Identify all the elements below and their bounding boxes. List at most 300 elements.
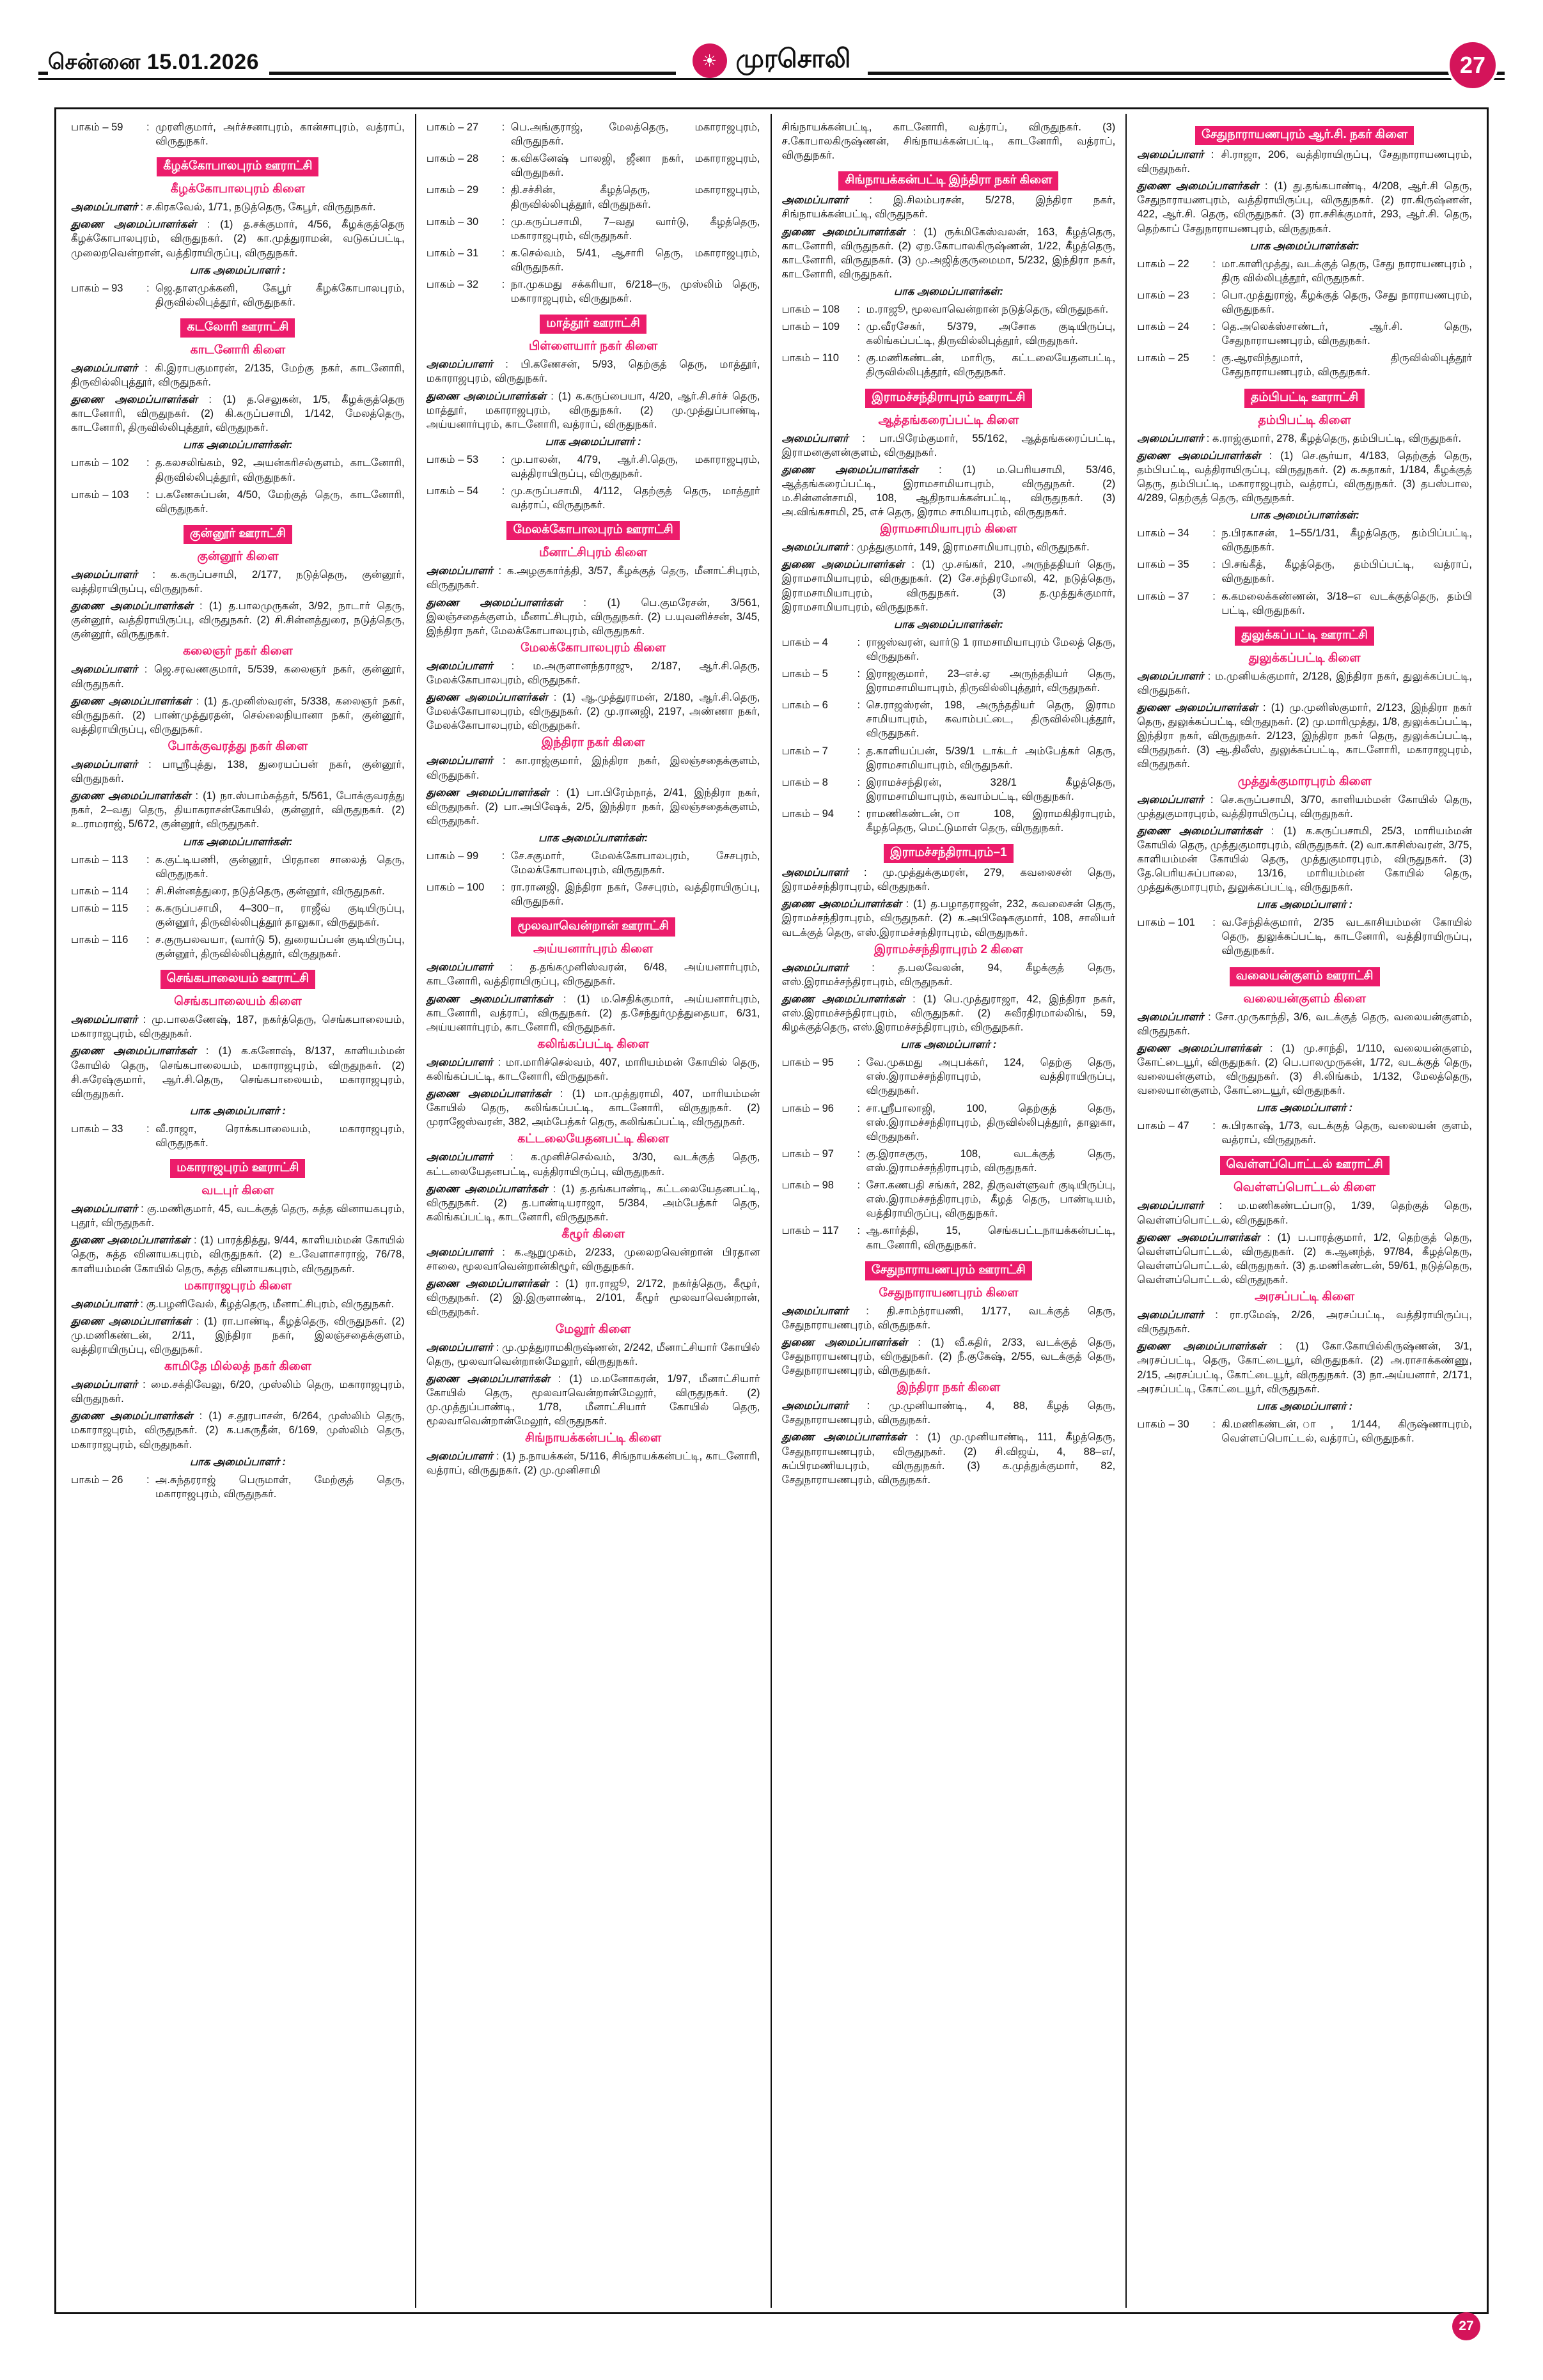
entry-text: : (1) க.கனோஷ், 8/137, காளியம்மன் கோயில் தெரு, செங்கபாலையம், மகாராஜபுரம், விருதுநகர். (2) சி.சுரேஷ்குமார், ஆர்.சி.தெரு, செங்கபாலையம், மகாராஜபுரம், விருதுநகர்.: [71, 1045, 405, 1100]
entry-paragraph: [427, 1449, 760, 1477]
entry-paragraph: [427, 786, 760, 828]
entry-paragraph: [427, 659, 760, 687]
part-colon: :: [857, 807, 861, 820]
part-row: [782, 320, 1116, 348]
part-row: [782, 775, 1116, 804]
part-number: பாகம் – 115: [71, 902, 129, 914]
part-row: [71, 120, 405, 148]
entry-text: : (1) ரா.ராஜூ, 2/172, நகர்த்தெரு, கீழூர், விருதுநகர். (2) இ.இருளாண்டி, 2/101, கீழூர் மூலவாவென்றான், விருதுநகர்.: [426, 1278, 760, 1318]
part-number: பாகம் – 54: [426, 485, 479, 497]
branch-heading: போக்குவரத்து நகர் கிளை: [168, 739, 308, 753]
entry-role-label: துணை அமைப்பாளர்கள்: [71, 1045, 196, 1057]
part-colon: :: [146, 902, 150, 914]
entry-paragraph: [1137, 432, 1472, 446]
entry-role-label: துணை அமைப்பாளர்கள்: [71, 1410, 193, 1422]
entry-text: : (1) து.தங்கபாண்டி, 4/208, ஆர்.சி தெரு, சேதுநாராயணபுரம், வத்திராயிருப்பு, விருதுநகர். (2) ரா.கிருஷ்ணன், 422, ஆர்.சி. தெரு, விருதுநகர். (3) ரா.சசிக்குமார், 293, ஆர்.சி. தெரு, தெற்காப் சேதுநாராயணபுரம், விருதுநகர்.: [1137, 180, 1472, 235]
entry-text: : கா.ராஜ்குமார், இந்திரா நகர், இலஞ்சதைக்குளம், விருதுநகர்.: [426, 755, 760, 781]
entry-text: : மு.பாலகணேஷ், 187, நகர்த்தெரு, செங்கபாலையம், மகாராஜபுரம், விருதுநகர்.: [71, 1014, 405, 1040]
part-row: [782, 807, 1116, 835]
entry-role-label: அமைப்பாளர்: [426, 660, 493, 672]
part-colon: :: [146, 121, 150, 133]
branch-heading: கலிங்கப்பட்டி கிளை: [537, 1037, 650, 1051]
entry-text: : (1) க.கருப்பையா, 4/20, ஆர்.சி.சர்ச் தெரு, மாத்தூர், மகாராஜபுரம், விருதுநகர். (2) மு.முத்துப்பாண்டி, அய்யனார்புரம், காடனோரி, வத்ராப், விருதுநகர்.: [426, 390, 760, 430]
ward-heading: மேலக்கோபாலபுரம் ஊராட்சி: [506, 521, 679, 540]
part-colon: :: [146, 853, 150, 866]
entry-role-label: அமைப்பாளர்: [426, 1451, 493, 1463]
entry-text: : (1) ச.தூரபாசன், 6/264, முஸ்லிம் தெரு, மகாராஜபுரம், விருதுநகர். (2) க.பகருதீன், 6/169, முஸ்லிம் தெரு, மகாராஜபுரம், விருதுநகர்.: [71, 1410, 405, 1451]
branch-heading: இராமசாமியாபுரம் கிளை: [880, 522, 1017, 536]
entry-role-label: துணை அமைப்பாளர்கள்: [426, 1373, 550, 1385]
branch-heading: இந்திரா நகர் கிளை: [897, 1381, 1001, 1395]
ward-heading-wrap: [427, 912, 760, 939]
entry-text: : முத்துகுமார், 149, இராமசாமியாபுரம், விருதுநகர்.: [851, 541, 1090, 554]
entry-paragraph: [71, 393, 405, 435]
entry-paragraph: [1137, 1041, 1472, 1098]
entry-text: : ச.கிரகவேல், 1/71, நடுத்தெரு, கேபூர், விருதுநகர்.: [140, 201, 376, 214]
ward-heading: மூலவாவென்றான் ஊராட்சி: [511, 917, 675, 937]
part-person: த.கலசலிங்கம், 92, அயன்கரிசல்குளம், காடனோரி, திருவில்லிபுத்தூர், விருதுநகர்.: [155, 457, 405, 483]
part-organiser-subheading: பாக அமைப்பாளர் :: [1257, 1102, 1353, 1114]
part-number: பாகம் – 53: [426, 453, 479, 465]
sun-emblem-icon: ☀: [693, 43, 727, 78]
entry-paragraph: [71, 200, 405, 214]
entry-text: : (1) ருக்மிகேஸ்வலன், 163, கீழத்தெரு, காடனோரி, விருதுநகர். (2) ஏற.கோபாலகிருஷ்ணன், 1/22, கீழத்தெரு, காடனோரி, விருதுநகர். (3) மு.அஜித்குருமைமா, 5/232, இந்திரா நகர், காடனோரி, விருதுநகர்.: [781, 226, 1116, 280]
entry-role-label: அமைப்பாளர்: [71, 758, 137, 770]
part-organiser-subheading: பாக அமைப்பாளர்கள்:: [183, 439, 293, 451]
entry-paragraph: [782, 1399, 1116, 1427]
part-person: க.குட்டியணி, குன்னூர், பிரதான சாலைத் தெரு, விருதுநகர்.: [155, 853, 405, 880]
entry-role-label: துணை அமைப்பாளர்கள்: [1137, 449, 1261, 462]
entry-paragraph: [782, 1335, 1116, 1378]
part-number: பாகம் – 28: [426, 153, 479, 165]
entry-role-label: துணை அமைப்பாளர்கள்: [71, 394, 198, 406]
ward-heading: சேதுநாராயணபுரம் ஊராட்சி: [865, 1261, 1032, 1280]
entry-role-label: துணை அமைப்பாளர்கள்: [1137, 825, 1262, 837]
entry-text: : கி.இராபகுமாரன், 2/135, மேற்கு நகர், காடனோரி, திருவில்லிபுத்தூர், விருதுநகர்.: [71, 362, 405, 388]
part-colon: :: [857, 667, 861, 680]
entry-text: : (1) ரா.பாண்டி, கீழத்தெரு, விருதுநகர். (2) மு.மணிகண்டன், 2/11, இந்திரா நகர், இலஞ்சதைக்குளம், வத்திராயிருப்பு, விருதுநகர்.: [71, 1315, 405, 1356]
entry-text: : க.முனிச்செல்வம், 3/30, வடக்குத் தெரு, கட்டலையேதனபட்டி, வத்திராயிருப்பு, விருதுநகர்.: [426, 1151, 760, 1178]
entry-paragraph: [782, 992, 1116, 1034]
entry-paragraph: [427, 1087, 760, 1129]
part-person: த.காளியப்பன், 5/39/1 டாக்டர் அம்பேத்கர் தெரு, இராமசாமியாபுரம், விருதுநகர்.: [866, 745, 1116, 771]
entry-role-label: துணை அமைப்பாளர்கள்: [71, 695, 192, 707]
part-colon: :: [1212, 321, 1216, 333]
part-person: க.செல்வம், 5/41, ஆசாரி தெரு, மகாராஜபுரம், விருதுநகர்.: [510, 247, 760, 273]
entry-paragraph: [782, 463, 1116, 519]
entry-role-label: அமைப்பாளர்: [426, 1247, 493, 1259]
part-colon: :: [857, 321, 861, 333]
entry-paragraph: [1137, 824, 1472, 895]
text-column-2: [416, 114, 772, 2308]
part-person: ரா.ரானஜி, இந்திரா நகர், சேசபுரம், வத்திராயிருப்பு, விருதுநகர்.: [510, 882, 760, 908]
part-person: ப.கணேசுப்பன், 4/50, மேற்குத் தெரு, காடனோரி, விருதுநகர்.: [155, 488, 405, 515]
ward-heading: இராமச்சந்திராபுரம்–1: [884, 844, 1013, 863]
part-number: பாகம் – 103: [71, 488, 129, 501]
entry-paragraph: [427, 1055, 760, 1084]
masthead-brand: [676, 43, 868, 78]
entry-role-label: அமைப்பாளர்: [71, 1014, 137, 1026]
entry-text: : மு.முத்துக்குமரன், 279, கவலைசன் தெரு, இராமச்சந்திராபுரம், விருதுநகர்.: [781, 867, 1116, 893]
ward-heading: வெள்ளப்பொட்டல் ஊராட்சி: [1220, 1156, 1390, 1175]
part-number: பாகம் – 5: [781, 667, 828, 680]
entry-role-label: அமைப்பாளர்: [426, 359, 493, 371]
part-person: மு.கருப்பசாமி, 7–வது வார்டு, கீழத்தெரு, மகாராஜபுரம், விருதுநகர்.: [510, 215, 760, 242]
entry-role-label: துணை அமைப்பாளர்கள்: [71, 790, 191, 802]
part-colon: :: [501, 121, 505, 133]
part-row: [782, 1147, 1116, 1175]
entry-role-label: துணை அமைப்பாளர்கள்: [1137, 1341, 1266, 1353]
part-row: [782, 744, 1116, 772]
entry-paragraph: [782, 225, 1116, 281]
entry-text: : (1) கோ.கோயில்கிருஷ்ணன், 3/1, அரசப்பட்டி, தெரு, கோட்டையூர், விருதுநகர். (2) அ.ராசாக்கண்ணு, 2/15, அரசப்பட்டி, கோட்டையூர், விருதுநகர். (3) நா.அய்யனார், 2/171, அரசப்பட்டி, கோட்டையூர், விருதுநகர்.: [1137, 1341, 1472, 1395]
part-colon: :: [501, 184, 505, 196]
entry-role-label: அமைப்பாளர்: [426, 565, 493, 577]
part-colon: :: [146, 1474, 150, 1486]
entry-text: : பாஸ்ரீபுத்து, 138, துரையப்பன் நகர், குன்னூர், விருதுநகர்.: [71, 758, 405, 785]
entry-role-label: அமைப்பாளர்: [781, 1400, 849, 1412]
entry-text: : மா.மாரிச்செல்வம், 407, மாரியம்மன் கோயில் தெரு, கலிங்கப்பட்டி, காடனோரி, விருதுநகர்.: [426, 1056, 760, 1083]
branch-heading: செங்கபாலையம் கிளை: [174, 995, 302, 1009]
entry-paragraph: [1137, 1231, 1472, 1287]
part-row: [1137, 526, 1472, 554]
entry-text: சிங்நாயக்கன்பட்டி, காடனோரி, வத்ராப், விருதுநகர். (3) ச.கோபாலகிருஷ்ணன், சிங்நாயக்கன்பட்டி, காடனோரி, வத்ராப், விருதுநகர்.: [781, 121, 1116, 162]
ward-heading-wrap: [1137, 383, 1472, 410]
part-row: [71, 884, 405, 898]
part-row: [782, 1055, 1116, 1098]
ward-heading-wrap: [1137, 120, 1472, 148]
ward-heading: சிங்நாயக்கன்பட்டி இந்திரா நகர் கிளை: [838, 171, 1058, 191]
part-person: சா.ஸ்ரீபாலாஜி, 100, தெற்குத் தெரு, எஸ்.இராமச்சந்திராபுரம், திருவில்லிபுத்தூர், தாலுகா, விருதுநகர்.: [866, 1102, 1116, 1142]
entry-paragraph: [1137, 148, 1472, 176]
entry-role-label: அமைப்பாளர்: [1137, 793, 1204, 805]
entry-role-label: துணை அமைப்பாளர்கள்: [781, 898, 902, 910]
part-row: [1137, 557, 1472, 586]
entry-text: : ஜெ.சரவணகுமார், 5/539, கலைஞர் நகர், குன்னூர், விருதுநகர்.: [71, 664, 405, 690]
part-organiser-subheading: பாக அமைப்பாளர்கள்:: [538, 832, 648, 844]
part-colon: :: [857, 1057, 861, 1069]
part-row: [71, 1122, 405, 1150]
entry-paragraph: [427, 564, 760, 592]
entry-role-label: துணை அமைப்பாளர்கள்: [781, 1431, 907, 1443]
entry-paragraph: [71, 1233, 405, 1275]
column-container: [61, 114, 1482, 2308]
part-person: அ.சுந்தரராஜ் பெருமாள், மேற்குத் தெரு, மகாராஜபுரம், விருதுநகர்.: [155, 1474, 405, 1500]
part-colon: :: [857, 303, 861, 315]
entry-paragraph: [1137, 1308, 1472, 1336]
part-row: [427, 277, 760, 306]
branch-heading: காடனோரி கிளை: [190, 343, 286, 357]
branch-heading: அய்யனார்புரம் கிளை: [533, 942, 654, 956]
entry-paragraph: [1137, 669, 1472, 697]
part-row: [1137, 1417, 1472, 1445]
entry-text: : (1) த.பாலமுருகன், 3/92, நாடார் தெரு, குன்னூர், வத்திராயிருப்பு, விருதுநகர். (2) சி.சின்னத்துரை, நடுத்தெரு, குன்னூர், விருதுநகர்.: [71, 600, 405, 641]
entry-paragraph: [427, 596, 760, 638]
part-row: [1137, 589, 1472, 618]
part-colon: :: [857, 776, 861, 788]
ward-heading: கடலோரி ஊராட்சி: [180, 318, 295, 338]
part-colon: :: [1212, 559, 1216, 571]
entry-text: : (1) மு.முனிஸ்குமார், 2/123, இந்திரா நகர் தெரு, துலுக்கப்பட்டி, விருதுநகர். (2) மு.மாரிமுத்து, 1/8, துலுக்கப்பட்டி, இந்திரா நகர், விருதுநகர். 2/123, இந்திரா நகர் தெரு, துலுக்கப்பட்டி, விருதுநகர். (3) ஆ.திலீஸ், துலுக்கப்பட்டி, காடனோரி, மகாராஜபுரம், விருதுநகர்.: [1137, 701, 1472, 770]
entry-role-label: அமைப்பாளர்: [71, 201, 137, 214]
entry-role-label: துணை அமைப்பாளர்கள்: [71, 600, 193, 612]
ward-heading-wrap: [427, 515, 760, 543]
entry-role-label: அமைப்பாளர்: [426, 1151, 493, 1163]
entry-role-label: அமைப்பாளர்: [781, 867, 849, 879]
entry-paragraph: [71, 694, 405, 736]
ward-heading: மகாராஜபுரம் ஊராட்சி: [170, 1159, 305, 1178]
entry-paragraph: [71, 789, 405, 831]
part-number: பாகம் – 113: [71, 853, 129, 866]
entry-role-label: துணை அமைப்பாளர்கள்: [426, 596, 563, 609]
entry-paragraph: [71, 568, 405, 596]
entry-role-label: துணை அமைப்பாளர்கள்: [426, 1278, 549, 1290]
ward-heading-wrap: [782, 383, 1116, 410]
part-person: ந.பிரகாசன், 1–55/1/31, கீழத்தெரு, தம்பிப்பட்டி, விருதுநகர்.: [1221, 527, 1472, 554]
entry-text: : மு.முத்துராமகிருஷ்ணன், 2/242, மீனாட்சியார் கோயில் தெரு, மூலவாவென்றான்மேலூர், விருதுநகர்.: [426, 1341, 760, 1367]
branch-heading: கட்டலையேதனபட்டி கிளை: [517, 1132, 670, 1146]
part-number: பாகம் – 108: [781, 303, 840, 315]
branch-heading: பிள்ளையார் நகர் கிளை: [528, 339, 658, 354]
page-number-badge-bottom: 27: [1452, 2312, 1480, 2340]
part-colon: :: [857, 1179, 861, 1192]
entry-text: : (1) மு.சங்கர், 210, அருந்ததியர் தெரு, இராமசாமியாபுரம், விருதுநகர். (2) சே.சந்திரமோலி, 42, நடுத்தெரு, இராமசாமியாபுரம், விருதுநகர். (3) த.முத்துக்குமார், இராமசாமியாபுரம், விருதுநகர்.: [781, 559, 1116, 613]
entry-role-label: அமைப்பாளர்: [71, 1298, 137, 1310]
part-row: [1137, 1119, 1472, 1147]
branch-heading: இந்திரா நகர் கிளை: [541, 736, 645, 750]
entry-paragraph: [782, 961, 1116, 989]
entry-text: : (1) செ.சூர்யா, 4/183, தெற்குத் தெரு, தம்பிபட்டி, வத்திராயிருப்பு, விருதுநகர். (2) க.சுதாகர், 1/184, கீழக்குத் தெரு, தம்பிபட்டி, மகாராஜபுரம், வத்ராப், விருதுநகர். (3) தபஸ்பால, 4/289, தெற்குத் தெரு, விருதுநகர்.: [1137, 449, 1472, 504]
entry-role-label: துணை அமைப்பாளர்கள்: [426, 692, 548, 704]
entry-paragraph: [71, 361, 405, 389]
part-row: [427, 453, 760, 481]
part-person: முரளிகுமார், அர்ச்சனாபுரம், கான்சாபுரம், வத்ராப், விருதுநகர்.: [155, 121, 405, 148]
part-person: ராமணிகண்டன், ா 108, இராமகிதிராபுரம், கீழத்தெரு, மெட்டுமாள் தெரு, விருதுநகர்.: [866, 807, 1116, 834]
entry-text: : (1) த.செலுகன், 1/5, கீழக்குத்தெரு காடனோரி, விருதுநகர். (2) கி.கருப்பசாமி, 1/142, மேலத்தெரு, காடனோரி, திருவில்லிபுத்தூர், விருதுநகர்.: [71, 394, 405, 434]
entry-text: : ரா.ரமேஷ், 2/26, அரசப்பட்டி, வத்திராயிருப்பு, விருதுநகர்.: [1137, 1309, 1472, 1335]
part-colon: :: [501, 485, 505, 497]
part-row: [427, 215, 760, 243]
part-number: பாகம் – 8: [781, 776, 828, 788]
entry-paragraph: [71, 662, 405, 690]
entry-paragraph: [427, 1341, 760, 1369]
ward-heading: குன்னூர் ஊராட்சி: [184, 525, 292, 544]
entry-text: : க.ஆறுமுகம், 2/233, முலைறவென்றான் பிரதான சாலை, மூலவாவென்றான்கிழூர், விருதுநகர்.: [426, 1247, 760, 1273]
entry-paragraph: [71, 1202, 405, 1230]
part-colon: :: [501, 247, 505, 259]
entry-paragraph: [782, 540, 1116, 554]
entry-text: : கு.மணிகுமார், 45, வடக்குத் தெரு, சுத்த வினாயகபுரம், புதூர், விருதுநகர்.: [71, 1203, 405, 1229]
part-person: ராஜஸ்வரன், வார்டு 1 ராமசாமியாபுரம் மேலத் தெரு, விருதுநகர்.: [866, 636, 1116, 662]
part-person: இராமச்சந்திரன், 328/1 கீழத்தெரு, இராமசாமியாபுரம், கவாம்பட்டி, விருதுநகர்.: [866, 776, 1116, 802]
branch-heading: சிங்நாயக்கன்பட்டி கிளை: [525, 1431, 662, 1445]
part-person: சி.சின்னத்துரை, நடுத்தெரு, குன்னூர், விருதுநகர்.: [155, 885, 385, 897]
entry-text: : (1) ப.பாரத்குமார், 1/2, தெற்குத் தெரு, வெள்ளப்பொட்டல், விருதுநகர். (2) க.ஆனந்த், 97/84, கீழத்தெரு, வெள்ளப்பொட்டல், விருதுநகர். (3) த.மணிகண்டன், 59/61, நடுத்தெரு, வெள்ளப்பொட்டல், விருதுநகர்.: [1137, 1231, 1472, 1286]
ward-heading: கீழக்கோபாலபுரம் ஊராட்சி: [157, 157, 318, 176]
ward-heading-wrap: [71, 313, 405, 340]
entry-role-label: துணை அமைப்பாளர்கள்: [1137, 180, 1259, 192]
entry-text: : (1) ம.செதிக்குமார், அய்யனார்புரம், காடனோரி, வத்ராப், விருதுநகர். (2) த.சேந்துர்முத்துதையா, 6/31, அய்யனார்புரம், காடனோரி, விருதுநகர்.: [426, 993, 760, 1033]
part-person: கு.இராசகுரு, 108, வடக்குத் தெரு, எஸ்.இராமச்சந்திராபுரம், விருதுநகர்.: [866, 1147, 1116, 1174]
entry-role-label: அமைப்பாளர்: [71, 362, 137, 374]
part-organiser-subheading: பாக அமைப்பாளர் :: [545, 435, 641, 447]
part-person: கு.மணிகண்டன், மாரிரு, கட்டலையேதனபட்டி, திருவில்லிபுத்தூர், விருதுநகர்.: [866, 352, 1116, 378]
entry-paragraph: [1137, 449, 1472, 505]
entry-paragraph: [71, 1044, 405, 1100]
entry-role-label: அமைப்பாளர்: [426, 961, 493, 974]
branch-heading: தம்பிபட்டி கிளை: [1258, 413, 1351, 427]
entry-paragraph: [427, 1372, 760, 1428]
entry-paragraph: [427, 389, 760, 432]
entry-role-label: அமைப்பாளர்: [1137, 1309, 1204, 1321]
entry-role-label: அமைப்பாளர்: [426, 1341, 493, 1353]
part-row: [427, 849, 760, 877]
ward-heading-wrap: [1137, 961, 1472, 989]
entry-text: : (1) த.தங்கபாண்டி, கட்டலையேதனபட்டி, விருதுநகர். (2) த.பாண்டியராஜா, 5/384, அம்பேத்கர் தெரு, கலிங்கப்பட்டி, காடனோரி, விருதுநகர்.: [426, 1183, 760, 1223]
part-number: பாகம் – 117: [781, 1225, 839, 1237]
entry-paragraph: [1137, 179, 1472, 235]
entry-text: : (1) பெ.குமரேசன், 3/561, இலஞ்சதைக்குளம், மீனாட்சிபுரம், விருதுநகர். (2) ப.யுவனிச்சன், 3/45, இந்திரா நகர், மேலக்கோபாலபுரம், விருதுநகர்.: [426, 596, 760, 637]
entry-role-label: அமைப்பாளர்: [781, 541, 849, 554]
entry-paragraph: [782, 1430, 1116, 1486]
entry-role-label: அமைப்பாளர்: [781, 432, 849, 444]
part-number: பாகம் – 32: [426, 279, 479, 291]
entry-text: : (1) மா.முத்துராமி, 407, மாரியம்மன் கோயில் தெரு, கலிங்கப்பட்டி, காடனோரி, விருதுநகர். (2) முராஜேஸ்வரன், 382, அம்பேத்கர் தெரு, கலிங்கப்பட்டி, விருதுநகர்.: [426, 1088, 760, 1128]
entry-role-label: அமைப்பாளர்: [71, 568, 137, 580]
part-colon: :: [501, 850, 505, 862]
part-person: பொ.முத்துராஜ், கீழக்குத் தெரு, சேது நாராயணபுரம், விருதுநகர்.: [1221, 289, 1472, 315]
entry-paragraph: [71, 1378, 405, 1406]
entry-text: : மு.முனியாண்டி, 4, 88, கீழத் தெரு, சேதுநாராயணபுரம், விருதுநகர்.: [781, 1400, 1116, 1426]
branch-heading: வலையன்குளம் கிளை: [1243, 992, 1367, 1006]
part-organiser-subheading: பாக அமைப்பாளர்கள்:: [1249, 240, 1359, 252]
ward-heading: துலுக்கப்பட்டி ஊராட்சி: [1235, 626, 1374, 646]
entry-text: : த.தங்கமுனிஸ்வரன், 6/48, அய்யனார்புரம், காடனோரி, வத்திராயிருப்பு, விருதுநகர்.: [426, 961, 760, 988]
branch-heading: கலைஞர் நகர் கிளை: [182, 644, 293, 658]
part-person: வ.சேந்திக்குமார், 2/35 வடகாசியம்மன் கோயில் தெரு, துலுக்கப்பட்டி, காடனோரி, வத்திராயிருப்பு, விருதுநகர்.: [1221, 917, 1472, 957]
entry-text: : (1) க.கருப்பசாமி, 25/3, மாரியம்மன் கோயில் தெரு, முத்துகுமாரபுரம், விருதுநகர். (2) வா.காசிஸ்வரன், 3/75, காளியம்மன் கோயில் தெரு, முத்துகுமாரபுரம், விருதுநகர். (3) தே.பெரியசுப்பாலை, 13/16, மாரியம்மன் கோயில் தெரு, முத்துக்குமாரபுரம், துலுக்கப்பட்டி, விருதுநகர்.: [1137, 825, 1472, 894]
entry-role-label: துணை அமைப்பாளர்கள்: [426, 390, 547, 402]
part-number: பாகம் – 34: [1137, 527, 1189, 540]
entry-role-label: துணை அமைப்பாளர்கள்: [1137, 1231, 1260, 1243]
entry-paragraph: [71, 1409, 405, 1451]
ward-heading-wrap: [71, 519, 405, 547]
part-colon: :: [146, 488, 150, 501]
part-colon: :: [146, 457, 150, 469]
entry-role-label: துணை அமைப்பாளர்கள்: [781, 993, 905, 1005]
part-row: [71, 853, 405, 881]
part-number: பாகம் – 97: [781, 1147, 834, 1160]
part-person: ம.ராஜூ, மூலவாவென்றான் நடுத்தெரு, விருதுநகர்.: [866, 303, 1109, 315]
part-row: [427, 152, 760, 180]
part-organiser-subheading: பாக அமைப்பாளர்கள்:: [1249, 509, 1359, 522]
part-row: [1137, 288, 1472, 316]
entry-text: : பா.பிரேம்குமார், 55/162, ஆத்தங்கரைப்பட்டி, இராமனகுளன்குளம், விருதுநகர்.: [781, 432, 1116, 458]
entry-text: : (1) வீ.கதிர், 2/33, வடக்குத் தெரு, சேதுநாராயணபுரம், விருதுநகர். (2) நீ.குகேஷ், 2/55, வடக்குத் தெரு, சேதுநாராயணபுரம், விருதுநகர்.: [781, 1336, 1116, 1377]
branch-heading: வெள்ளப்பொட்டல் கிளை: [1234, 1181, 1376, 1195]
branch-heading: ஆத்தங்கரைப்பட்டி கிளை: [878, 413, 1019, 427]
entry-role-label: துணை அமைப்பாளர்கள்: [426, 1183, 547, 1195]
entry-paragraph: [1137, 793, 1472, 821]
part-colon: :: [1212, 352, 1216, 364]
part-colon: :: [1212, 527, 1216, 540]
entry-text: : (1) மு.முனியாண்டி, 111, கீழத்தெரு, சேதுநாராயணபுரம், விருதுநகர். (2) சி.விஜய், 4, 88–எ/, சுப்பிரமணியபுரம், விருதுநகர். (3) க.முத்துக்குமார், 82, சேதுநாராயணபுரம், விருதுநகர்.: [781, 1431, 1116, 1486]
part-organiser-subheading: பாக அமைப்பாளர் :: [189, 264, 286, 276]
part-person: க.கமலைக்கண்ணன், 3/18–எ வடக்குத்தெரு, தம்பி பட்டி, விருதுநகர்.: [1221, 590, 1472, 616]
part-number: பாகம் – 25: [1137, 352, 1189, 364]
part-colon: :: [146, 282, 150, 294]
part-person: மு.கருப்பசாமி, 4/112, தெற்குத் தெரு, மாத்தூர் வத்ராப், விருதுநகர்.: [510, 485, 760, 511]
entry-paragraph: [71, 1013, 405, 1041]
ward-heading-wrap: [782, 1256, 1116, 1283]
entry-paragraph: [71, 217, 405, 260]
ward-heading-wrap: [782, 166, 1116, 193]
entry-text: : த.பலவேலன், 94, கீழக்குத் தெரு, எஸ்.இராமச்சந்திராபுரம், விருதுநகர்.: [781, 961, 1116, 988]
entry-role-label: துணை அமைப்பாளர்கள்: [71, 1234, 191, 1247]
part-person: இராஜகுமார், 23–எச்.ஏ அருந்ததியர் தெரு, இராமசாமியாபுரம், திருவில்லிபுத்தூர், விருதுநகர்.: [866, 667, 1116, 694]
part-row: [427, 183, 760, 211]
entry-text: : சோ.முருகாந்தி, 3/6, வடக்குத் தெரு, வலையன்குளம், விருதுநகர்.: [1137, 1011, 1472, 1037]
branch-heading: காமிதே மில்லத் நகர் கிளை: [164, 1360, 311, 1374]
part-row: [427, 880, 760, 908]
part-colon: :: [1212, 917, 1216, 929]
part-person: செ.ராஜஸ்ரன், 198, அருந்ததியர் தெரு, இராம சாமியாபுரம், கவாம்பட்டை, திருவில்லிபுத்தூர், விருதுநகர்.: [866, 699, 1116, 740]
part-organiser-subheading: பாக அமைப்பாளர் :: [189, 1105, 286, 1117]
branch-heading: சேதுநாராயணபுரம் கிளை: [879, 1286, 1019, 1300]
part-row: [71, 933, 405, 961]
part-organiser-subheading: பாக அமைப்பாளர் :: [189, 1456, 286, 1468]
part-person: தி.சச்சின், கீழத்தெரு, மகாராஜபுரம், திருவில்லிபுத்தூர், விருதுநகர்.: [510, 184, 760, 210]
part-organiser-subheading: பாக அமைப்பாளர் :: [1257, 1400, 1353, 1412]
part-number: பாகம் – 4: [781, 636, 828, 648]
part-row: [782, 635, 1116, 664]
entry-text: : இ.சிலம்பரசன், 5/278, இந்திரா நகர், சிங்நாயக்கன்பட்டி, விருதுநகர்.: [781, 194, 1116, 221]
entry-paragraph: [71, 758, 405, 786]
entry-role-label: அமைப்பாளர்: [1137, 1011, 1204, 1023]
entry-paragraph: [782, 866, 1116, 894]
part-colon: :: [857, 1147, 861, 1160]
entry-paragraph: [71, 1314, 405, 1357]
entry-role-label: துணை அமைப்பாளர்கள்: [71, 1315, 192, 1327]
entry-paragraph: [427, 1245, 760, 1273]
part-number: பாகம் – 31: [426, 247, 479, 259]
branch-heading: கீழூர் கிளை: [561, 1227, 625, 1241]
ward-heading: சேதுநாராயணபுரம் ஆர்.சி. நகர் கிளை: [1195, 126, 1414, 145]
part-number: பாகம் – 116: [71, 934, 129, 946]
entry-text: : (1) பா.பிரேம்நாத், 2/41, இந்திரா நகர், விருதுநகர். (2) பா.அபிஷேக், 2/5, இந்திரா நகர், இலஞ்சதைக்குளம், விருதுநகர்.: [426, 786, 760, 827]
entry-text: : மை.சக்திவேலு, 6/20, முஸ்லிம் தெரு, மகாராஜபுரம், விருதுநகர்.: [71, 1379, 405, 1405]
part-number: பாகம் – 102: [71, 457, 129, 469]
part-number: பாகம் – 100: [426, 882, 485, 894]
part-person: க.விகனேஷ் பாலஜி, ஜீனா நகர், மகாராஜபுரம், விருதுநகர்.: [510, 153, 760, 179]
part-row: [782, 667, 1116, 695]
part-row: [71, 488, 405, 516]
part-number: பாகம் – 30: [426, 215, 479, 228]
entry-role-label: துணை அமைப்பாளர்கள்: [781, 463, 918, 476]
entry-text: : செ.கருப்பசாமி, 3/70, காளியம்மன் கோயில் தெரு, முத்துகுமாரபுரம், வத்திராயிருப்பு, விருதுநகர்.: [1137, 793, 1472, 820]
part-number: பாகம் – 24: [1137, 321, 1189, 333]
ward-heading: இராமச்சந்திராபுரம் ஊராட்சி: [865, 389, 1031, 408]
entry-text: : (1) த.சக்குமார், 4/56, கீழக்குத்தெரு கீழக்கோபாலபுரம், விருதுநகர். (2) கா.முத்துராமன், வடுகப்பட்டி, முலைறவென்றான், வத்திராயிருப்பு, விருதுநகர்.: [71, 219, 405, 259]
part-number: பாகம் – 23: [1137, 289, 1189, 301]
entry-role-label: அமைப்பாளர்: [426, 755, 493, 767]
masthead-date: சென்னை 15.01.2026: [48, 50, 269, 77]
entry-text: : (1) ந.நாயக்கன், 5/116, சிங்நாயக்கன்பட்டி, காடனோரி, வத்ராப், விருதுநகர். (2) மு.முனிசாமி: [426, 1451, 760, 1477]
part-colon: :: [501, 882, 505, 894]
part-person: கி.மணிகண்டன், ா, 1/144, கிருஷ்ணாபுரம், வெள்ளப்பொட்டல், வத்ராப், விருதுநகர்.: [1221, 1418, 1472, 1444]
part-person: தெ.அலெக்ஸ்சாண்டர், ஆர்.சி. தெரு, சேதுநாராயணபுரம், விருதுநகர்.: [1221, 321, 1472, 347]
part-number: பாகம் – 99: [426, 850, 479, 862]
